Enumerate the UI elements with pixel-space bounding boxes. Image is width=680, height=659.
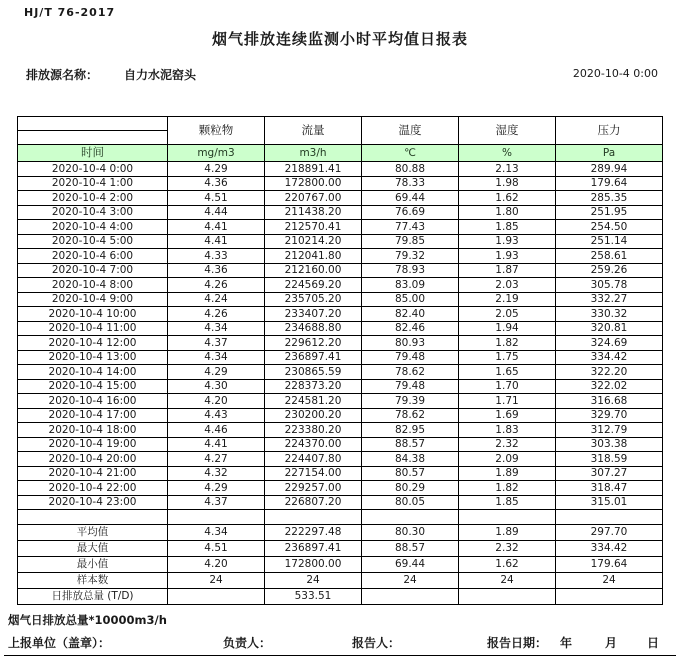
cell-value: 258.61 — [556, 249, 663, 264]
cell-value: 4.41 — [168, 437, 265, 452]
cell-time: 2020-10-4 13:00 — [18, 350, 168, 365]
cell-value: 1.80 — [459, 205, 556, 220]
cell-value: 1.82 — [459, 481, 556, 496]
cell-value: 332.27 — [556, 292, 663, 307]
footer-note: 烟气日排放总量*10000m3/h — [8, 613, 167, 627]
table-row — [18, 466, 663, 481]
cell-value: 330.32 — [556, 307, 663, 322]
summary-value: 24 — [556, 572, 663, 588]
summary-value: 80.30 — [362, 524, 459, 540]
table-row — [18, 307, 663, 322]
column-header-pressure: 压力 — [556, 117, 663, 145]
cell-value: 1.69 — [459, 408, 556, 423]
cell-time: 2020-10-4 8:00 — [18, 278, 168, 293]
summary-label: 样本数 — [18, 572, 168, 588]
cell-value: 77.43 — [362, 220, 459, 235]
unit-flow: m3/h — [265, 145, 362, 162]
cell-value: 2.19 — [459, 292, 556, 307]
summary-row — [18, 572, 663, 588]
day-label: 日 — [647, 636, 660, 650]
cell-value: 324.69 — [556, 336, 663, 351]
table-head — [18, 117, 663, 162]
cell-value: 78.93 — [362, 263, 459, 278]
table-row — [18, 205, 663, 220]
time-column-label: 时间 — [18, 145, 168, 162]
cell-value: 2.32 — [459, 437, 556, 452]
cell-value: 212570.41 — [265, 220, 362, 235]
column-header-flow: 流量 — [265, 117, 362, 145]
cell-value: 179.64 — [556, 176, 663, 191]
cell-value: 223380.20 — [265, 423, 362, 438]
summary-value — [459, 588, 556, 604]
cell-value: 80.88 — [362, 162, 459, 177]
table-row — [18, 495, 663, 510]
header-empty-bottom — [18, 131, 168, 145]
cell-value: 230865.59 — [265, 365, 362, 380]
cell-value: 85.00 — [362, 292, 459, 307]
cell-value: 227154.00 — [265, 466, 362, 481]
summary-value — [556, 588, 663, 604]
cell-value: 83.09 — [362, 278, 459, 293]
unit-humidity: % — [459, 145, 556, 162]
summary-value: 24 — [362, 572, 459, 588]
cell-time: 2020-10-4 15:00 — [18, 379, 168, 394]
cell-value: 79.48 — [362, 350, 459, 365]
units-row — [18, 145, 663, 162]
summary-row — [18, 556, 663, 572]
cell-value: 303.38 — [556, 437, 663, 452]
cell-value: 234688.80 — [265, 321, 362, 336]
cell-value: 1.65 — [459, 365, 556, 380]
cell-value: 82.95 — [362, 423, 459, 438]
summary-value — [168, 588, 265, 604]
cell-value: 334.42 — [556, 350, 663, 365]
cell-value: 1.70 — [459, 379, 556, 394]
summary-label: 最小值 — [18, 556, 168, 572]
cell-time: 2020-10-4 2:00 — [18, 191, 168, 206]
cell-value: 289.94 — [556, 162, 663, 177]
summary-row — [18, 540, 663, 556]
summary-value: 236897.41 — [265, 540, 362, 556]
cell-value: 251.14 — [556, 234, 663, 249]
cell-value: 1.62 — [459, 191, 556, 206]
cell-value: 4.27 — [168, 452, 265, 467]
cell-value: 224407.80 — [265, 452, 362, 467]
column-header-temp: 温度 — [362, 117, 459, 145]
table-row — [18, 234, 663, 249]
signature-row — [0, 634, 680, 650]
cell-time: 2020-10-4 18:00 — [18, 423, 168, 438]
blank-cell — [265, 510, 362, 525]
table-row — [18, 437, 663, 452]
summary-value — [362, 588, 459, 604]
cell-value: 230200.20 — [265, 408, 362, 423]
cell-value: 80.93 — [362, 336, 459, 351]
summary-value: 24 — [168, 572, 265, 588]
unit-temp: ℃ — [362, 145, 459, 162]
cell-value: 307.27 — [556, 466, 663, 481]
cell-value: 4.37 — [168, 495, 265, 510]
cell-value: 235705.20 — [265, 292, 362, 307]
blank-cell — [556, 510, 663, 525]
table-row — [18, 321, 663, 336]
summary-value: 69.44 — [362, 556, 459, 572]
summary-value: 334.42 — [556, 540, 663, 556]
cell-value: 4.20 — [168, 394, 265, 409]
year-label: 年 — [560, 636, 573, 650]
summary-value: 4.51 — [168, 540, 265, 556]
header-row-top — [18, 117, 663, 131]
report-unit-label: 上报单位（盖章）： — [8, 636, 111, 650]
summary-value: 533.51 — [265, 588, 362, 604]
cell-value: 2.09 — [459, 452, 556, 467]
blank-cell — [18, 510, 168, 525]
cell-time: 2020-10-4 11:00 — [18, 321, 168, 336]
header-empty-top — [18, 117, 168, 131]
cell-value: 1.82 — [459, 336, 556, 351]
table-row — [18, 350, 663, 365]
cell-time: 2020-10-4 0:00 — [18, 162, 168, 177]
table-row — [18, 336, 663, 351]
cell-value: 322.02 — [556, 379, 663, 394]
cell-value: 316.68 — [556, 394, 663, 409]
table-row — [18, 408, 663, 423]
cell-value: 233407.20 — [265, 307, 362, 322]
cell-value: 4.29 — [168, 365, 265, 380]
summary-value: 88.57 — [362, 540, 459, 556]
cell-value: 4.33 — [168, 249, 265, 264]
cell-value: 220767.00 — [265, 191, 362, 206]
cell-value: 318.47 — [556, 481, 663, 496]
cell-time: 2020-10-4 4:00 — [18, 220, 168, 235]
cell-value: 226807.20 — [265, 495, 362, 510]
cell-value: 4.36 — [168, 263, 265, 278]
blank-cell — [362, 510, 459, 525]
cell-value: 79.39 — [362, 394, 459, 409]
cell-value: 4.26 — [168, 278, 265, 293]
summary-value: 1.62 — [459, 556, 556, 572]
cell-value: 251.95 — [556, 205, 663, 220]
cell-value: 4.34 — [168, 321, 265, 336]
summary-value: 297.70 — [556, 524, 663, 540]
cell-value: 4.34 — [168, 350, 265, 365]
summary-value: 4.20 — [168, 556, 265, 572]
cell-value: 236897.41 — [265, 350, 362, 365]
cell-value: 4.43 — [168, 408, 265, 423]
responsible-label: 负责人： — [223, 636, 272, 650]
cell-value: 2.03 — [459, 278, 556, 293]
table-row — [18, 452, 663, 467]
cell-value: 315.01 — [556, 495, 663, 510]
report-datetime: 2020-10-4 0:00 — [572, 67, 658, 80]
cell-time: 2020-10-4 14:00 — [18, 365, 168, 380]
cell-value: 88.57 — [362, 437, 459, 452]
cell-value: 79.48 — [362, 379, 459, 394]
cell-value: 329.70 — [556, 408, 663, 423]
cell-value: 211438.20 — [265, 205, 362, 220]
cell-value: 4.26 — [168, 307, 265, 322]
cell-value: 2.13 — [459, 162, 556, 177]
cell-value: 224370.00 — [265, 437, 362, 452]
table-row — [18, 278, 663, 293]
cell-value: 4.29 — [168, 162, 265, 177]
table-row — [18, 220, 663, 235]
cell-time: 2020-10-4 6:00 — [18, 249, 168, 264]
cell-value: 305.78 — [556, 278, 663, 293]
summary-row — [18, 588, 663, 604]
cell-value: 229612.20 — [265, 336, 362, 351]
cell-value: 80.29 — [362, 481, 459, 496]
cell-value: 1.87 — [459, 263, 556, 278]
cell-value: 4.24 — [168, 292, 265, 307]
cell-value: 224581.20 — [265, 394, 362, 409]
blank-cell — [168, 510, 265, 525]
cell-value: 285.35 — [556, 191, 663, 206]
table-row — [18, 176, 663, 191]
monitoring-table — [17, 116, 663, 605]
cell-value: 212160.00 — [265, 263, 362, 278]
cell-time: 2020-10-4 19:00 — [18, 437, 168, 452]
cell-value: 1.75 — [459, 350, 556, 365]
cell-time: 2020-10-4 12:00 — [18, 336, 168, 351]
cell-value: 254.50 — [556, 220, 663, 235]
table-row — [18, 481, 663, 496]
cell-time: 2020-10-4 1:00 — [18, 176, 168, 191]
emission-source-row — [26, 66, 196, 83]
cell-time: 2020-10-4 17:00 — [18, 408, 168, 423]
table-row — [18, 191, 663, 206]
summary-value: 179.64 — [556, 556, 663, 572]
blank-cell — [459, 510, 556, 525]
cell-value: 78.33 — [362, 176, 459, 191]
summary-row — [18, 524, 663, 540]
column-header-humidity: 湿度 — [459, 117, 556, 145]
cell-value: 4.37 — [168, 336, 265, 351]
cell-value: 218891.41 — [265, 162, 362, 177]
cell-value: 1.89 — [459, 466, 556, 481]
cell-time: 2020-10-4 20:00 — [18, 452, 168, 467]
cell-value: 1.85 — [459, 220, 556, 235]
summary-label: 平均值 — [18, 524, 168, 540]
table-row — [18, 292, 663, 307]
cell-value: 1.71 — [459, 394, 556, 409]
table-row — [18, 423, 663, 438]
cell-value: 172800.00 — [265, 176, 362, 191]
cell-value: 210214.20 — [265, 234, 362, 249]
cell-value: 84.38 — [362, 452, 459, 467]
cell-value: 78.62 — [362, 408, 459, 423]
report-date-label: 报告日期： — [487, 636, 548, 650]
cell-value: 82.46 — [362, 321, 459, 336]
cell-value: 1.85 — [459, 495, 556, 510]
cell-value: 1.83 — [459, 423, 556, 438]
cell-time: 2020-10-4 10:00 — [18, 307, 168, 322]
cell-value: 322.20 — [556, 365, 663, 380]
cell-time: 2020-10-4 9:00 — [18, 292, 168, 307]
blank-row — [18, 510, 663, 525]
summary-value: 4.34 — [168, 524, 265, 540]
column-header-pm: 颗粒物 — [168, 117, 265, 145]
cell-value: 80.05 — [362, 495, 459, 510]
cell-value: 212041.80 — [265, 249, 362, 264]
standard-number: HJ/T 76-2017 — [24, 6, 116, 19]
cell-value: 79.32 — [362, 249, 459, 264]
table-row — [18, 263, 663, 278]
cell-time: 2020-10-4 3:00 — [18, 205, 168, 220]
table-row — [18, 162, 663, 177]
reporter-label: 报告人： — [352, 636, 401, 650]
cell-value: 1.98 — [459, 176, 556, 191]
cell-time: 2020-10-4 5:00 — [18, 234, 168, 249]
cell-value: 82.40 — [362, 307, 459, 322]
table-row — [18, 379, 663, 394]
cell-value: 1.93 — [459, 234, 556, 249]
emission-source-label: 排放源名称： — [26, 68, 99, 82]
unit-pm: mg/m3 — [168, 145, 265, 162]
cell-value: 4.29 — [168, 481, 265, 496]
cell-value: 80.57 — [362, 466, 459, 481]
table-row — [18, 394, 663, 409]
emission-source-name: 自力水泥窑头 — [124, 68, 197, 82]
cell-value: 69.44 — [362, 191, 459, 206]
summary-value: 222297.48 — [265, 524, 362, 540]
summary-value: 2.32 — [459, 540, 556, 556]
cell-value: 1.94 — [459, 321, 556, 336]
cell-value: 4.51 — [168, 191, 265, 206]
month-label: 月 — [605, 636, 618, 650]
cell-time: 2020-10-4 16:00 — [18, 394, 168, 409]
bottom-rule — [4, 655, 676, 656]
cell-value: 78.62 — [362, 365, 459, 380]
cell-value: 4.41 — [168, 220, 265, 235]
cell-value: 4.46 — [168, 423, 265, 438]
cell-value: 229257.00 — [265, 481, 362, 496]
table-body — [18, 162, 663, 605]
table-row — [18, 365, 663, 380]
cell-value: 318.59 — [556, 452, 663, 467]
cell-value: 228373.20 — [265, 379, 362, 394]
cell-time: 2020-10-4 7:00 — [18, 263, 168, 278]
cell-value: 224569.20 — [265, 278, 362, 293]
cell-value: 79.85 — [362, 234, 459, 249]
cell-value: 4.30 — [168, 379, 265, 394]
unit-pressure: Pa — [556, 145, 663, 162]
cell-value: 259.26 — [556, 263, 663, 278]
summary-value: 24 — [265, 572, 362, 588]
summary-value: 1.89 — [459, 524, 556, 540]
summary-value: 172800.00 — [265, 556, 362, 572]
report-title: 烟气排放连续监测小时平均值日报表 — [211, 30, 468, 48]
cell-value: 320.81 — [556, 321, 663, 336]
table-row — [18, 249, 663, 264]
cell-value: 4.32 — [168, 466, 265, 481]
summary-label: 日排放总量 (T/D) — [18, 588, 168, 604]
cell-time: 2020-10-4 22:00 — [18, 481, 168, 496]
summary-value: 24 — [459, 572, 556, 588]
cell-value: 76.69 — [362, 205, 459, 220]
cell-value: 4.36 — [168, 176, 265, 191]
cell-value: 4.41 — [168, 234, 265, 249]
cell-time: 2020-10-4 23:00 — [18, 495, 168, 510]
cell-time: 2020-10-4 21:00 — [18, 466, 168, 481]
cell-value: 4.44 — [168, 205, 265, 220]
cell-value: 2.05 — [459, 307, 556, 322]
cell-value: 312.79 — [556, 423, 663, 438]
cell-value: 1.93 — [459, 249, 556, 264]
summary-label: 最大值 — [18, 540, 168, 556]
